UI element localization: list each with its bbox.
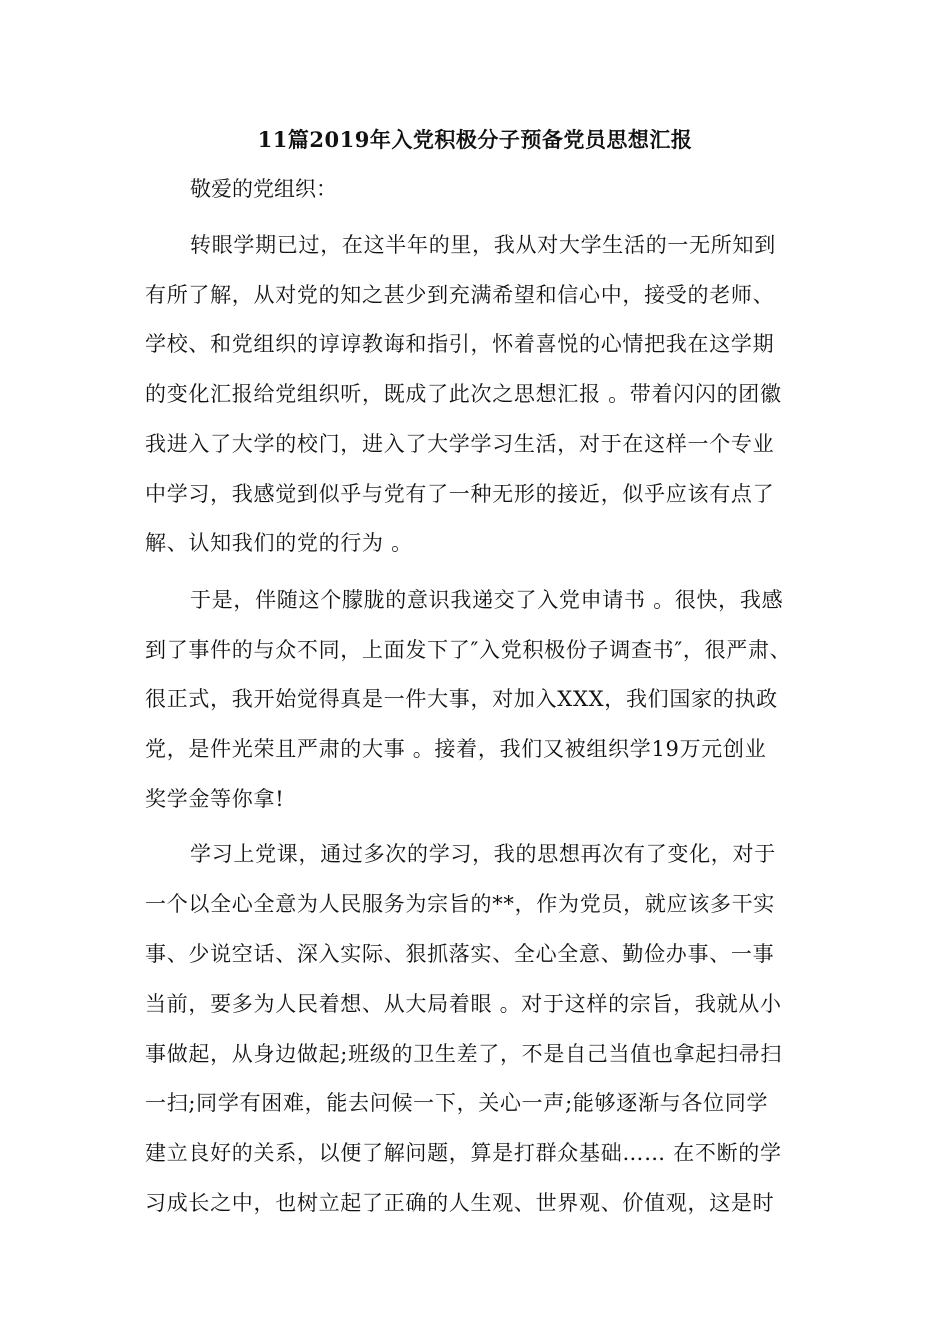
document-title: 11篇2019年入党积极分子预备党员思想汇报 — [257, 127, 693, 152]
paragraph-2-line-4: 党，是件光荣且严肃的大事 。接着，我们又被组织学19万元创业 — [145, 737, 767, 761]
paragraph-1-line-5: 我进入了大学的校门，进入了大学学习生活，对于在这样一个专业 — [145, 432, 775, 456]
paragraph-1-line-3: 学校、和党组织的谆谆教诲和指引，怀着喜悦的心情把我在这学期 — [145, 332, 775, 356]
paragraph-3-line-1: 学习上党课，通过多次的学习，我的思想再次有了变化，对于 — [190, 842, 776, 866]
paragraph-2-line-2: 到了事件的与众不同，上面发下了″入党积极份子调查书″，很严肃、 — [145, 638, 792, 662]
paragraph-2-line-3: 很正式，我开始觉得真是一件大事，对加入XXX，我们国家的执政 — [145, 687, 778, 711]
paragraph-1-line-7: 解、认知我们的党的行为 。 — [145, 531, 413, 555]
salutation: 敬爱的党组织： — [190, 177, 337, 201]
paragraph-3-line-5: 事做起，从身边做起;班级的卫生差了，不是自己当值也拿起扫帚扫 — [145, 1042, 783, 1066]
paragraph-3-line-4: 当前，要多为人民着想、从大局着眼 。对于这样的宗旨，我就从小 — [145, 992, 782, 1016]
paragraph-2-line-1: 于是，伴随这个朦胧的意识我递交了入党申请书 。很快，我感 — [190, 588, 784, 612]
paragraph-1-line-4: 的变化汇报给党组织听，既成了此次之思想汇报 。带着闪闪的团徽 — [145, 382, 782, 406]
paragraph-1-line-2: 有所了解，从对党的知之甚少到充满希望和信心中，接受的老师、 — [145, 283, 775, 307]
paragraph-2-line-5: 奖学金等你拿! — [145, 787, 285, 811]
paragraph-3-line-2: 一个以全心全意为人民服务为宗旨的**，作为党员，就应该多干实 — [145, 892, 775, 916]
paragraph-1-line-6: 中学习，我感觉到似乎与党有了一种无形的接近，似乎应该有点了 — [145, 482, 775, 506]
paragraph-3-line-7: 建立良好的关系，以便了解问题，算是打群众基础…… 在不断的学 — [145, 1141, 782, 1165]
paragraph-3-line-8: 习成长之中，也树立起了正确的人生观、世界观、价值观，这是时 — [145, 1191, 775, 1215]
paragraph-3-line-3: 事、少说空话、深入实际、狠抓落实、全心全意、勤俭办事、一事 — [145, 942, 775, 966]
paragraph-1-line-1: 转眼学期已过，在这半年的里，我从对大学生活的一无所知到 — [190, 233, 776, 257]
paragraph-3-line-6: 一扫;同学有困难，能去问候一下，关心一声;能够逐渐与各位同学 — [145, 1091, 769, 1115]
